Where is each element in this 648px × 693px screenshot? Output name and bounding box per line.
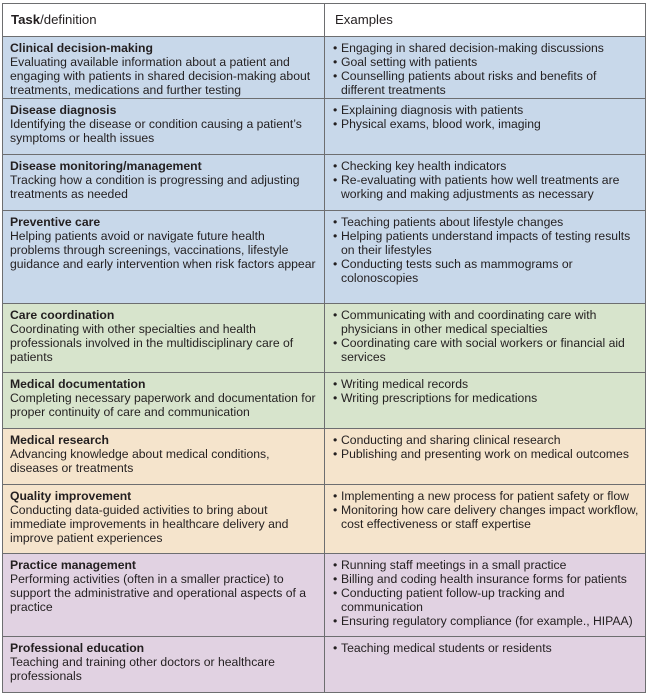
examples-list <box>333 160 639 202</box>
examples-list <box>333 490 639 532</box>
example-text: Goal setting with patients <box>341 54 478 69</box>
example-text: Re-evaluating with patients how well treatments are working and making adjustments as necessary <box>341 172 620 201</box>
examples-cell <box>325 304 645 372</box>
example-text: Monitoring how care delivery changes impact workflow, cost effectiveness or staff expertise <box>341 502 639 531</box>
example-text: Helping patients understand impacts of testing results on their lifestyles <box>341 228 631 257</box>
bullet-icon: • <box>333 159 338 173</box>
task-name: Quality improvement <box>10 489 132 503</box>
bullet-icon: • <box>333 172 338 187</box>
example-text: Counselling patients about risks and benefits of different treatments <box>341 68 597 97</box>
example-text: Conducting and sharing clinical research <box>341 433 561 447</box>
table-row <box>3 210 645 303</box>
example-item <box>333 118 639 132</box>
example-text: Writing prescriptions for medications <box>341 390 538 405</box>
task-cell <box>3 637 325 692</box>
example-text: Teaching patients about lifestyle changes <box>341 215 564 229</box>
task-table <box>2 3 646 693</box>
example-text: Coordinating care with social workers or financial aid services <box>341 335 625 364</box>
table-row <box>3 636 645 692</box>
task-cell <box>3 429 325 484</box>
task-cell <box>3 373 325 428</box>
bullet-icon: • <box>333 489 338 503</box>
examples-cell <box>325 637 645 692</box>
bullet-icon: • <box>333 502 338 517</box>
example-item <box>333 490 639 504</box>
task-name: Clinical decision-making <box>10 41 153 55</box>
example-item <box>333 160 639 174</box>
example-item <box>333 587 639 615</box>
table-row <box>3 303 645 372</box>
task-name: Practice management <box>10 558 136 572</box>
example-text: Communicating with and coordinating care with physicians in other medical specialties <box>341 308 597 336</box>
example-text: Explaining diagnosis with patients <box>341 103 524 117</box>
table-row <box>3 36 645 98</box>
task-cell <box>3 485 325 553</box>
example-item <box>333 573 639 587</box>
task-name: Disease monitoring/management <box>10 159 202 173</box>
bullet-icon: • <box>333 41 338 55</box>
task-definition: Advancing knowledge about medical conditions, diseases or treatments <box>10 446 270 475</box>
task-definition: Evaluating available information about a patient and engaging with patients in shared decision-making about treatments, medications and further testing <box>10 54 311 97</box>
task-name: Professional education <box>10 641 145 655</box>
bullet-icon: • <box>333 433 338 447</box>
bullet-icon: • <box>333 215 338 229</box>
table-header-row <box>3 4 645 36</box>
example-item <box>333 337 639 365</box>
task-definition: Performing activities (often in a smaller practice) to support the administrative and operational aspects of a practice <box>10 571 307 614</box>
example-text: Engaging in shared decision-making discussions <box>341 41 604 55</box>
bullet-icon: • <box>333 446 338 461</box>
task-name: Disease diagnosis <box>10 103 117 117</box>
example-item <box>333 42 639 56</box>
example-item <box>333 448 639 462</box>
examples-list <box>333 434 639 462</box>
table-body <box>3 36 645 692</box>
bullet-icon: • <box>333 54 338 69</box>
examples-list <box>333 378 639 406</box>
task-definition: Coordinating with other specialties and health professionals involved in the multidisciplinary care of patients <box>10 321 294 364</box>
task-header-bold: Task <box>11 12 41 27</box>
example-text: Ensuring regulatory compliance (for example., HIPAA) <box>341 613 633 628</box>
example-item <box>333 104 639 118</box>
examples-list <box>333 559 639 629</box>
bullet-icon: • <box>333 335 338 350</box>
bullet-icon: • <box>333 116 338 131</box>
example-text: Writing medical records <box>341 377 469 391</box>
example-item <box>333 174 639 202</box>
table-row <box>3 98 645 154</box>
task-cell <box>3 554 325 636</box>
bullet-icon: • <box>333 228 338 243</box>
examples-cell <box>325 37 645 98</box>
example-text: Conducting tests such as mammograms or colonoscopies <box>341 256 573 285</box>
task-definition: Identifying the disease or condition causing a patient’s symptoms or health issues <box>10 116 302 145</box>
task-cell <box>3 155 325 210</box>
examples-list <box>333 309 639 365</box>
task-name: Care coordination <box>10 308 115 322</box>
example-text: Teaching medical students or residents <box>341 641 552 655</box>
example-item <box>333 56 639 70</box>
examples-cell <box>325 155 645 210</box>
task-definition: Conducting data-guided activities to bring about immediate improvements in healthcare delivery and improve patient experiences <box>10 502 289 545</box>
example-text: Implementing a new process for patient safety or flow <box>341 489 629 503</box>
example-text: Conducting patient follow-up tracking and communication <box>341 585 565 614</box>
bullet-icon: • <box>333 613 338 628</box>
bullet-icon: • <box>333 103 338 117</box>
bullet-icon: • <box>333 68 338 83</box>
examples-cell <box>325 485 645 553</box>
example-text: Running staff meetings in a small practice <box>341 558 567 572</box>
example-item <box>333 559 639 573</box>
example-item <box>333 216 639 230</box>
task-name: Medical research <box>10 433 109 447</box>
task-name: Medical documentation <box>10 377 146 391</box>
task-name: Preventive care <box>10 215 101 229</box>
task-cell <box>3 211 325 303</box>
example-text: Physical exams, blood work, imaging <box>341 116 541 131</box>
task-header-rest: /definition <box>40 12 97 27</box>
bullet-icon: • <box>333 585 338 600</box>
task-definition: Teaching and training other doctors or healthcare professionals <box>10 654 275 683</box>
examples-cell <box>325 211 645 303</box>
examples-cell <box>325 429 645 484</box>
table-row <box>3 372 645 428</box>
bullet-icon: • <box>333 390 338 405</box>
example-item <box>333 392 639 406</box>
example-item <box>333 504 639 532</box>
example-item <box>333 378 639 392</box>
table-row <box>3 484 645 553</box>
examples-list <box>333 104 639 132</box>
task-definition: Completing necessary paperwork and documentation for proper continuity of care and communication <box>10 390 316 419</box>
examples-cell <box>325 554 645 636</box>
examples-cell <box>325 99 645 154</box>
example-text: Publishing and presenting work on medical outcomes <box>341 446 629 461</box>
bullet-icon: • <box>333 641 338 655</box>
bullet-icon: • <box>333 558 338 572</box>
example-item <box>333 642 639 656</box>
bullet-icon: • <box>333 308 338 322</box>
bullet-icon: • <box>333 377 338 391</box>
table-row <box>3 553 645 636</box>
task-definition: Tracking how a condition is progressing and adjusting treatments as needed <box>10 172 300 201</box>
example-item <box>333 70 639 98</box>
example-item <box>333 309 639 337</box>
example-text: Checking key health indicators <box>341 159 507 173</box>
task-cell <box>3 37 325 98</box>
examples-column-header: Examples <box>335 12 393 27</box>
example-item <box>333 615 639 629</box>
task-definition: Helping patients avoid or navigate future health problems through screenings, vaccinations, lifestyle guidance and early intervention when risk factors appear <box>10 228 316 271</box>
examples-list <box>333 216 639 286</box>
table-row <box>3 428 645 484</box>
bullet-icon: • <box>333 571 338 586</box>
bullet-icon: • <box>333 256 338 271</box>
task-cell <box>3 304 325 372</box>
example-item <box>333 434 639 448</box>
examples-list <box>333 642 639 656</box>
examples-list <box>333 42 639 98</box>
table-row <box>3 154 645 210</box>
task-column-header <box>3 4 325 36</box>
example-item <box>333 230 639 258</box>
examples-cell <box>325 373 645 428</box>
example-text: Billing and coding health insurance forms for patients <box>341 571 627 586</box>
task-cell <box>3 99 325 154</box>
example-item <box>333 258 639 286</box>
